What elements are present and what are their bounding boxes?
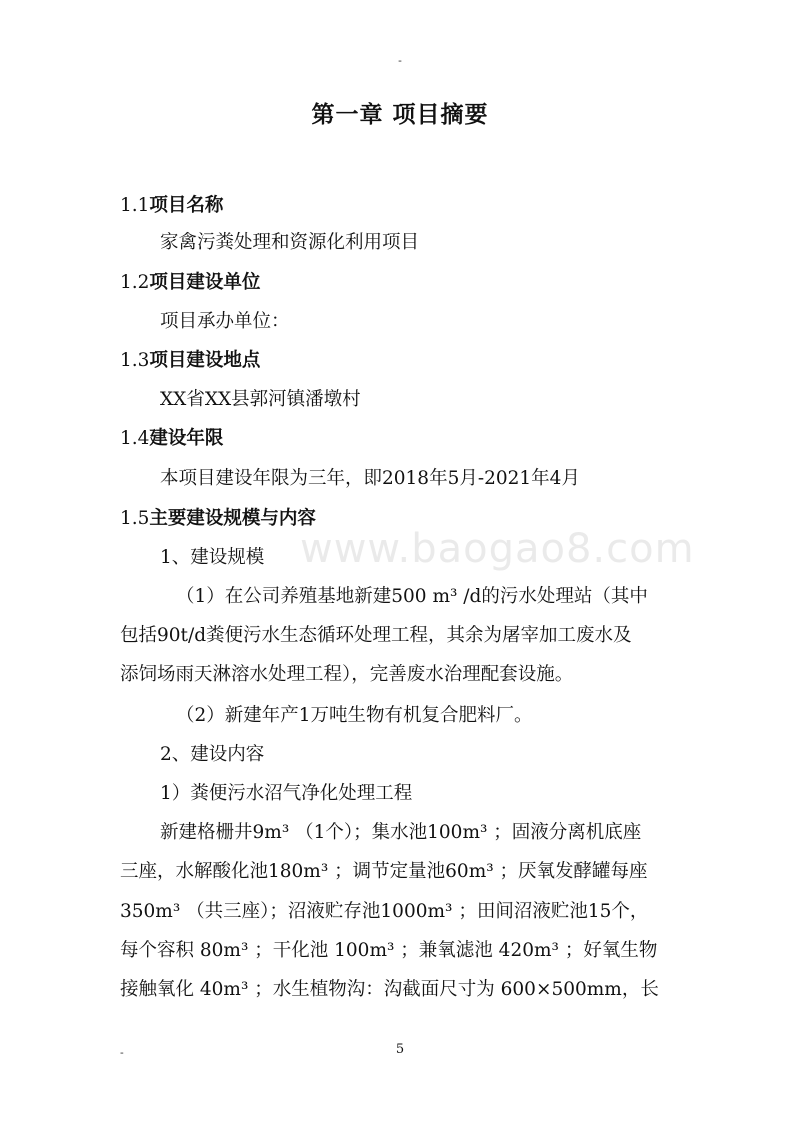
section-title: 项目名称 <box>149 195 224 216</box>
scale-paragraph-2: （2）新建年产1万吨生物有机复合肥料厂。 <box>176 705 533 726</box>
content-line-5: 接触氧化 40m³ ；水生植物沟：沟截面尺寸为 600×500mm，长 <box>120 979 659 1000</box>
section-title: 主要建设规模与内容 <box>149 508 316 529</box>
unit-text: 项目承办单位： <box>160 311 290 332</box>
page-number: 5 <box>395 1042 405 1057</box>
section-heading-1-5 <box>120 505 316 533</box>
section-heading-1-3 <box>120 347 260 375</box>
section-title: 建设年限 <box>149 428 224 449</box>
header-dash: - <box>398 54 402 67</box>
watermark: www.baogao8.com <box>300 526 695 572</box>
section-heading-1-1 <box>120 192 223 220</box>
section-heading-1-4 <box>120 425 223 453</box>
scale-paragraph-1-line-1: （1）在公司养殖基地新建500 m³ /d的污水处理站（其中 <box>176 586 648 607</box>
section-number: 1.1 <box>120 195 150 216</box>
content-line-4: 每个容积 80m³ ；干化池 100m³ ；兼氧滤池 420m³ ；好氧生物 <box>120 940 658 961</box>
period-text: 本项目建设年限为三年，即2018年5月-2021年4月 <box>160 468 580 489</box>
scale-heading: 1、建设规模 <box>160 547 265 568</box>
section-number: 1.4 <box>120 428 150 449</box>
content-subheading: 1）粪便污水沼气净化处理工程 <box>160 783 413 804</box>
section-title: 项目建设单位 <box>149 272 261 293</box>
content-line-2: 三座，水解酸化池180m³ ；调节定量池60m³ ；厌氧发酵罐每座 <box>120 861 648 882</box>
chapter-title: 第一章 项目摘要 <box>311 102 489 128</box>
scale-paragraph-1-line-3: 添饲场雨天淋溶水处理工程），完善废水治理配套设施。 <box>120 664 574 685</box>
scale-paragraph-1-line-2: 包括90t/d粪便污水生态循环处理工程，其余为屠宰加工废水及 <box>120 625 632 646</box>
location-text: XX省XX县郭河镇潘墩村 <box>160 389 361 410</box>
section-title: 项目建设地点 <box>149 350 261 371</box>
section-number: 1.3 <box>120 350 150 371</box>
section-number: 1.5 <box>120 508 150 529</box>
project-name-text: 家禽污粪处理和资源化利用项目 <box>160 232 420 253</box>
content-line-1: 新建格栅井9m³ （1个）；集水池100m³ ；固液分离机底座 <box>160 822 642 843</box>
content-heading: 2、建设内容 <box>160 744 265 765</box>
footer-dash: - <box>120 1046 124 1059</box>
section-number: 1.2 <box>120 272 150 293</box>
section-heading-1-2 <box>120 269 260 297</box>
content-line-3: 350m³ （共三座）；沼液贮存池1000m³ ；田间沼液贮池15个， <box>120 901 649 922</box>
